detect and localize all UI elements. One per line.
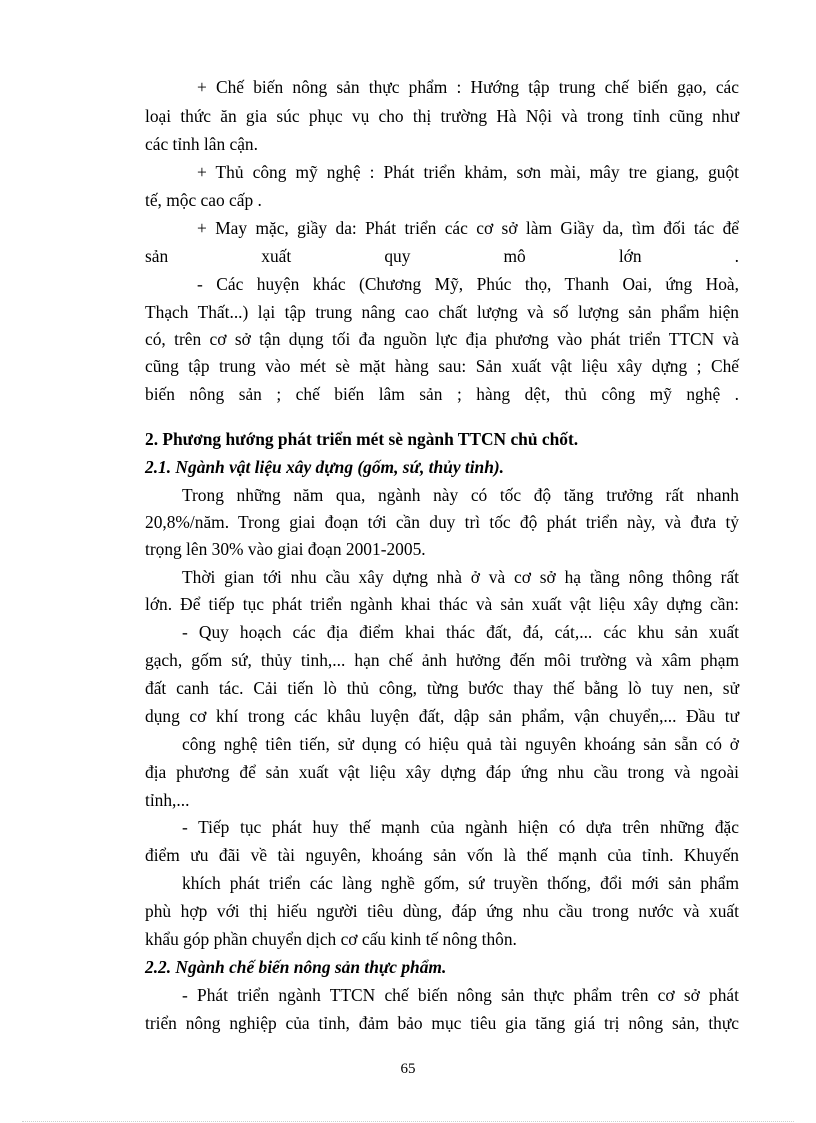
page-divider <box>22 1121 794 1122</box>
text-line: địa phương để sản xuất vật liệu xây dựng đáp ứng nhu cầu trong và ngoài <box>145 762 739 782</box>
text-line: khẩu góp phần chuyển dịch cơ cấu kinh tế nông thôn. <box>145 929 517 949</box>
text-line: - Quy hoạch các địa điểm khai thác đất, đá, cát,... các khu sản xuất <box>182 622 739 642</box>
text-line: loại thức ăn gia súc phục vụ cho thị trường Hà Nội và trong tỉnh cũng như <box>145 106 739 126</box>
text-line: - Các huyện khác (Chương Mỹ, Phúc thọ, Thanh Oai, ứng Hoà, <box>197 274 739 294</box>
text-line: các tỉnh lân cận. <box>145 134 258 154</box>
text-line: Trong những năm qua, ngành này có tốc độ tăng trưởng rất nhanh <box>182 485 739 505</box>
subsection-heading: 2.2. Ngành chế biến nông sản thực phẩm. <box>145 957 447 977</box>
section-heading: 2. Phương hướng phát triển mét sè ngành TTCN chủ chốt. <box>145 429 579 449</box>
text-line: + Chế biến nông sản thực phẩm : Hướng tập trung chế biến gạo, các <box>197 77 739 97</box>
page-number: 65 <box>400 1061 416 1077</box>
text-line: - Tiếp tục phát huy thế mạnh của ngành hiện có dựa trên những đặc <box>182 817 739 837</box>
text-line: dụng cơ khí trong các khâu luyện đất, dập sản phẩm, vận chuyển,... Đầu tư <box>145 706 739 726</box>
text-line: triển nông nghiệp của tỉnh, đảm bảo mục tiêu gia tăng giá trị nông sản, thực <box>145 1013 739 1033</box>
text-line: điểm ưu đãi về tài nguyên, khoáng sản vốn là thế mạnh của tỉnh. Khuyến <box>145 845 739 865</box>
text-line: phù hợp với thị hiếu người tiêu dùng, đáp ứng nhu cầu trong nước và xuất <box>145 901 739 921</box>
subsection-heading: 2.1. Ngành vật liệu xây dựng (gốm, sứ, thủy tinh). <box>145 457 505 477</box>
text-line: 20,8%/năm. Trong giai đoạn tới cần duy trì tốc độ phát triển này, và đưa tỷ <box>145 512 739 532</box>
text-line: tế, mộc cao cấp . <box>145 190 262 210</box>
text-line: cũng tập trung vào mét sè mặt hàng sau: Sản xuất vật liệu xây dựng ; Chế <box>145 356 739 376</box>
text-line: tỉnh,... <box>145 790 190 810</box>
text-line: trọng lên 30% vào giai đoạn 2001-2005. <box>145 539 426 559</box>
text-line: công nghệ tiên tiến, sử dụng có hiệu quả tài nguyên khoáng sản sẵn có ở <box>182 734 739 754</box>
text-line: + May mặc, giầy da: Phát triển các cơ sở làm Giầy da, tìm đối tác để <box>197 218 739 238</box>
text-line: khích phát triển các làng nghề gốm, sứ truyền thống, đổi mới sản phẩm <box>182 873 739 893</box>
text-line: + Thủ công mỹ nghệ : Phát triển khảm, sơn mài, mây tre giang, guột <box>197 162 739 182</box>
text-line: gạch, gốm sứ, thủy tinh,... hạn chế ảnh hưởng đến môi trường và xâm phạm <box>145 650 739 670</box>
text-line: biến nông sản ; chế biến lâm sản ; hàng dệt, thủ công mỹ nghệ . <box>145 384 739 404</box>
text-line: Thạch Thất...) lại tập trung nâng cao chất lượng và số lượng sản phẩm hiện <box>145 302 739 322</box>
text-line: Thời gian tới nhu cầu xây dựng nhà ở và cơ sở hạ tầng nông thông rất <box>182 567 739 587</box>
text-line: - Phát triển ngành TTCN chế biến nông sản thực phẩm trên cơ sở phát <box>182 985 739 1005</box>
text-line: có, trên cơ sở tận dụng tối đa nguồn lực địa phương vào phát triển TTCN và <box>145 329 739 349</box>
text-line: sản xuất quy mô lớn . <box>145 246 739 266</box>
text-line: lớn. Để tiếp tục phát triển ngành khai thác và sản xuất vật liệu xây dựng cần: <box>145 594 739 614</box>
text-line: đất canh tác. Cải tiến lò thủ công, từng bước thay thế bằng lò tuy nen, sử <box>145 678 739 698</box>
